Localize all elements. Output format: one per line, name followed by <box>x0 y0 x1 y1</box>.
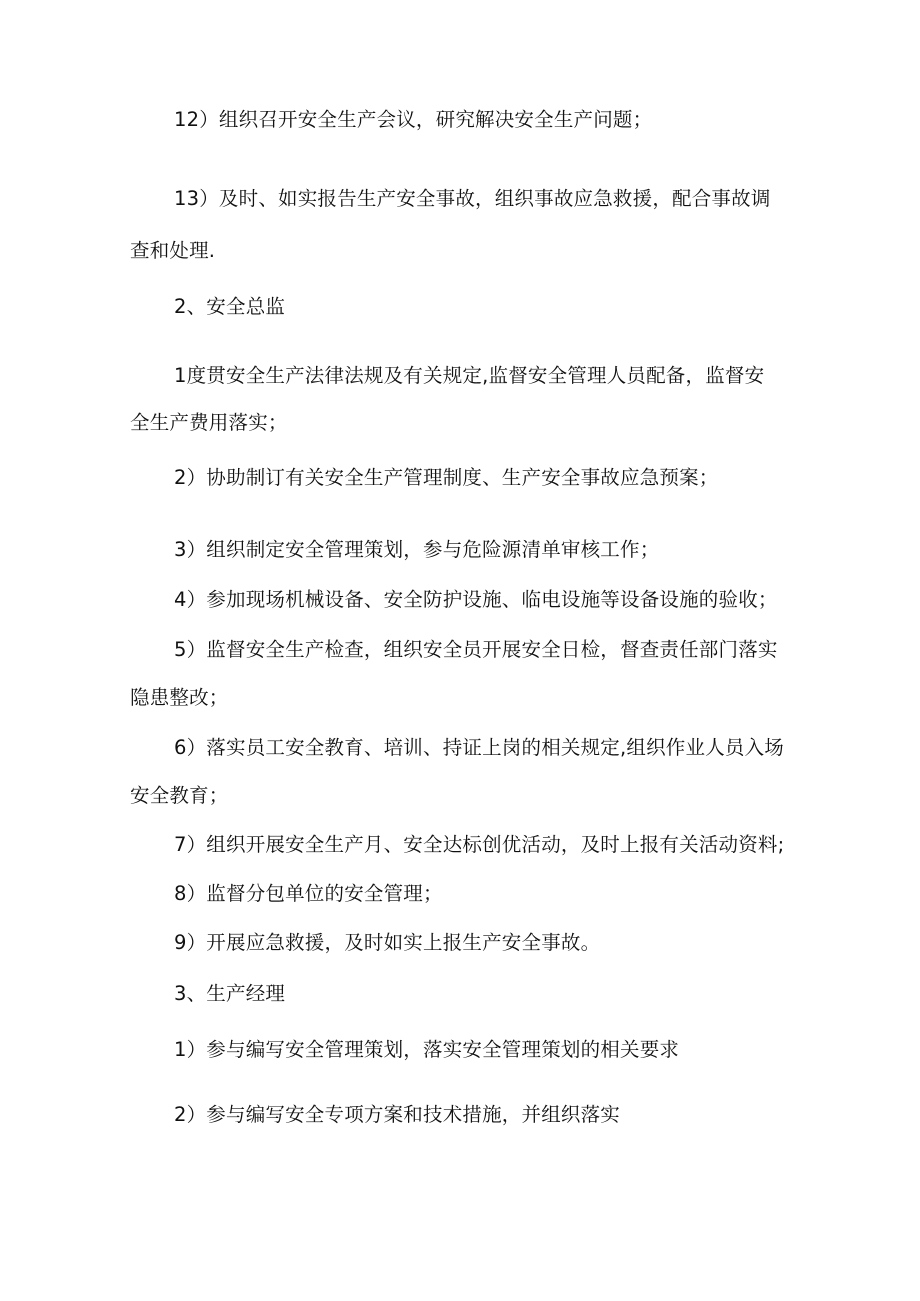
item-12-line: 12）组织召开安全生产会议，研究解决安全生产问题； <box>174 108 653 131</box>
director-item-1-line: 1度贯安全生产法律法规及有关规定,监督安全管理人员配备，监督安 <box>174 364 765 387</box>
manager-item-2-line: 2）参与编写安全专项方案和技术措施，并组织落实 <box>174 1103 621 1126</box>
director-item-1-continuation: 全生产费用落实； <box>130 411 288 434</box>
director-item-6-continuation: 安全教育； <box>130 784 229 807</box>
director-item-2-line: 2）协助制订有关安全生产管理制度、生产安全事故应急预案； <box>174 466 719 489</box>
item-13-continuation: 查和处理. <box>130 239 216 262</box>
manager-item-1-line: 1）参与编写安全管理策划，落实安全管理策划的相关要求 <box>174 1038 680 1061</box>
item-13-line: 13）及时、如实报告生产安全事故，组织事故应急救援，配合事故调 <box>174 187 771 210</box>
director-item-9-line: 9）开展应急救援，及时如实上报生产安全事故。 <box>174 931 601 954</box>
director-item-5-line: 5）监督安全生产检查，组织安全员开展安全日检，督查责任部门落实 <box>174 638 778 661</box>
director-item-8-line: 8）监督分包单位的安全管理； <box>174 882 443 905</box>
director-item-6-line: 6）落实员工安全教育、培训、持证上岗的相关规定,组织作业人员入场 <box>174 736 785 759</box>
director-item-3-line: 3）组织制定安全管理策划，参与危险源清单审核工作； <box>174 538 660 561</box>
section-heading-safety-director: 2、安全总监 <box>174 295 286 318</box>
director-item-7-line: 7）组织开展安全生产月、安全达标创优活动，及时上报有关活动资料; <box>174 833 785 856</box>
director-item-4-line: 4）参加现场机械设备、安全防护设施、临电设施等设备设施的验收； <box>174 588 778 611</box>
section-heading-production-manager: 3、生产经理 <box>174 982 286 1005</box>
director-item-5-continuation: 隐患整改； <box>130 686 229 709</box>
